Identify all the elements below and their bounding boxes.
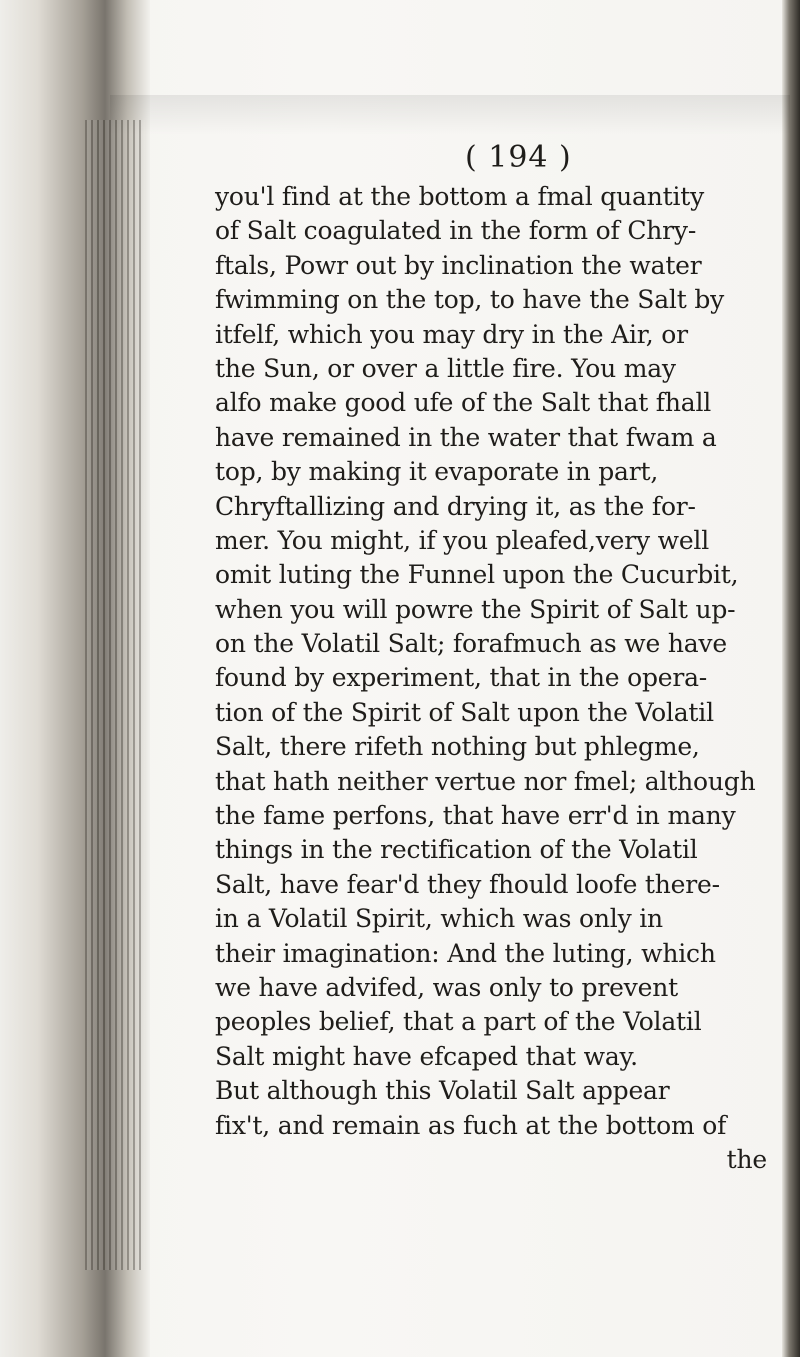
page-shadow xyxy=(110,95,790,135)
body-text xyxy=(215,180,775,1177)
text-line: fix't, and remain as fuch at the bottom of xyxy=(215,1110,727,1140)
text-line: we have advifed, was only to prevent xyxy=(215,972,678,1002)
text-line: Salt might have efcaped that way. xyxy=(215,1041,638,1071)
text-line: Salt, there rifeth nothing but phlegme, xyxy=(215,732,700,762)
text-line: But although this Volatil Salt appear xyxy=(215,1076,670,1106)
page-stack-edge xyxy=(85,120,145,1270)
text-line: you'l find at the bottom a fmal quantity xyxy=(215,182,705,211)
text-line: the Sun, or over a little fire. You may xyxy=(215,353,676,383)
text-line: their imagination: And the luting, which xyxy=(215,938,716,968)
text-line: omit luting the Funnel upon the Cucurbit, xyxy=(215,560,739,590)
text-line: when you will powre the Spirit of Salt up- xyxy=(215,594,736,624)
right-page-edge xyxy=(782,0,800,1357)
text-line: fwimming on the top, to have the Salt by xyxy=(215,285,725,315)
text-line: alfo make good ufe of the Salt that fhall xyxy=(215,388,712,418)
text-line: things in the rectification of the Volatil xyxy=(215,835,698,865)
text-line: Salt, have fear'd they fhould loofe there- xyxy=(215,869,720,899)
text-line: peoples belief, that a part of the Volatil xyxy=(215,1007,702,1037)
text-line: the fame perfons, that have err'd in many xyxy=(215,801,736,831)
text-line: of Salt coagulated in the form of Chry- xyxy=(215,216,697,246)
text-line: Chryftallizing and drying it, as the for- xyxy=(215,491,696,521)
text-line: mer. You might, if you pleafed,very well xyxy=(215,525,710,555)
page-content xyxy=(215,140,775,1280)
text-line: in a Volatil Spirit, which was only in xyxy=(215,904,663,934)
text-line: on the Volatil Salt; forafmuch as we have xyxy=(215,629,727,659)
text-line: itfelf, which you may dry in the Air, or xyxy=(215,319,688,349)
text-line: ftals, Powr out by inclination the water xyxy=(215,250,702,280)
catchword: the xyxy=(726,1144,767,1174)
text-line: have remained in the water that fwam a xyxy=(215,422,717,452)
text-line: top, by making it evaporate in part, xyxy=(215,457,659,487)
text-line: found by experiment, that in the opera- xyxy=(215,663,708,693)
text-line: that hath neither vertue nor fmel; although xyxy=(215,766,756,796)
page-number: ( 194 ) xyxy=(465,140,572,175)
text-line: tion of the Spirit of Salt upon the Volatil xyxy=(215,697,714,727)
